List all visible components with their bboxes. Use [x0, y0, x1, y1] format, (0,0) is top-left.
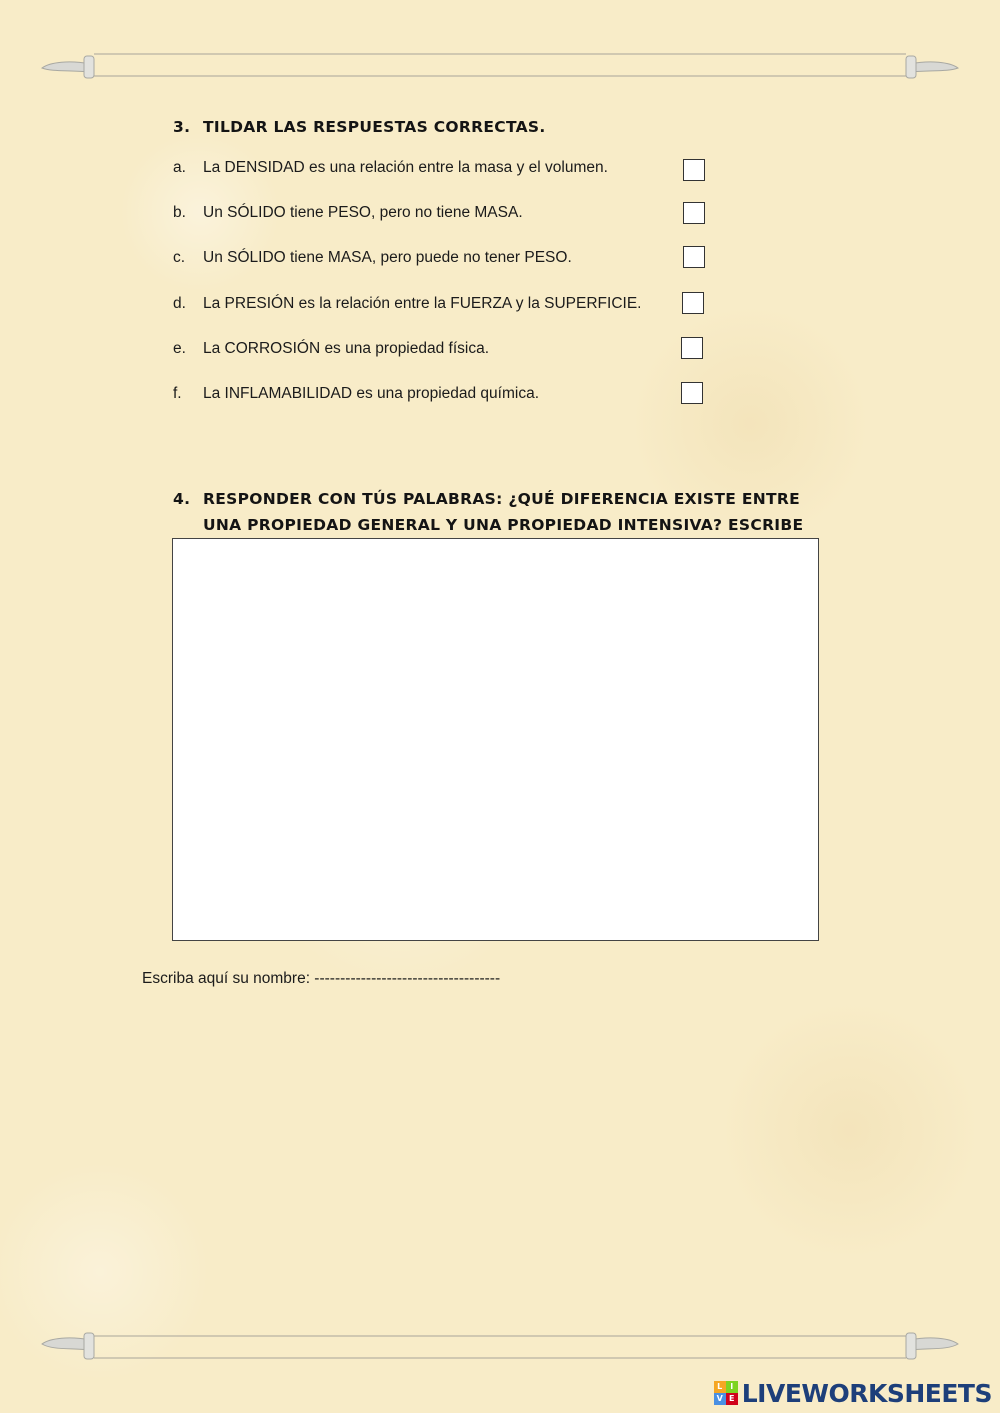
- question-item-e: [173, 335, 713, 363]
- checkbox-f[interactable]: [681, 382, 703, 404]
- item-text: La PRESIÓN es la relación entre la FUERZA y la SUPERFICIE.: [203, 295, 642, 312]
- question-item-d: [173, 290, 713, 318]
- checkbox-a[interactable]: [683, 159, 705, 181]
- checkbox-d[interactable]: [682, 292, 704, 314]
- section-3-heading: [173, 114, 813, 140]
- question-item-a: [173, 154, 713, 182]
- item-text: Un SÓLIDO tiene PESO, pero no tiene MASA.: [203, 204, 523, 221]
- brand-name: LIVEWORKSHEETS: [741, 1378, 992, 1408]
- top-scroll-banner: [40, 50, 960, 82]
- section-3-title: TILDAR LAS RESPUESTAS CORRECTAS.: [203, 118, 546, 136]
- item-text: La INFLAMABILIDAD es una propiedad química.: [203, 385, 540, 402]
- section-4-number: 4.: [173, 490, 191, 508]
- section-3-number: 3.: [173, 118, 191, 136]
- bottom-scroll-banner: [40, 1330, 960, 1362]
- item-letter: a.: [173, 159, 186, 176]
- question-item-c: [173, 244, 713, 272]
- checkbox-b[interactable]: [683, 202, 705, 224]
- item-text: La CORROSIÓN es una propiedad física.: [203, 340, 490, 357]
- item-letter: d.: [173, 295, 186, 312]
- item-letter: e.: [173, 340, 186, 357]
- item-text: Un SÓLIDO tiene MASA, pero puede no tener PESO.: [203, 249, 572, 266]
- logo-letter: L: [714, 1381, 726, 1393]
- item-letter: c.: [173, 249, 186, 266]
- scroll-banner-ornament: [40, 1330, 960, 1362]
- liveworksheets-logo-icon: [714, 1381, 738, 1405]
- checkbox-e[interactable]: [681, 337, 703, 359]
- scroll-banner-ornament: [40, 50, 960, 82]
- name-field-label: Escriba aquí su nombre: ------------------------------------: [142, 970, 501, 987]
- section-4-heading: [173, 486, 833, 538]
- section-4-title: RESPONDER CON TÚS PALABRAS: ¿QUÉ DIFERENCIA EXISTE ENTRE UNA PROPIEDAD GENERAL Y UNA PROPIEDAD INTENSIVA? ESCRIBE: [203, 490, 804, 534]
- logo-letter: E: [726, 1393, 738, 1405]
- checkbox-c[interactable]: [683, 246, 705, 268]
- item-letter: f.: [173, 385, 182, 402]
- logo-letter: I: [726, 1381, 738, 1393]
- item-letter: b.: [173, 204, 186, 221]
- item-text: La DENSIDAD es una relación entre la masa y el volumen.: [203, 159, 608, 176]
- liveworksheets-brand: [714, 1377, 992, 1409]
- logo-letter: V: [714, 1393, 726, 1405]
- question-item-b: [173, 199, 713, 227]
- answer-textarea[interactable]: [172, 538, 819, 941]
- question-item-f: [173, 380, 713, 408]
